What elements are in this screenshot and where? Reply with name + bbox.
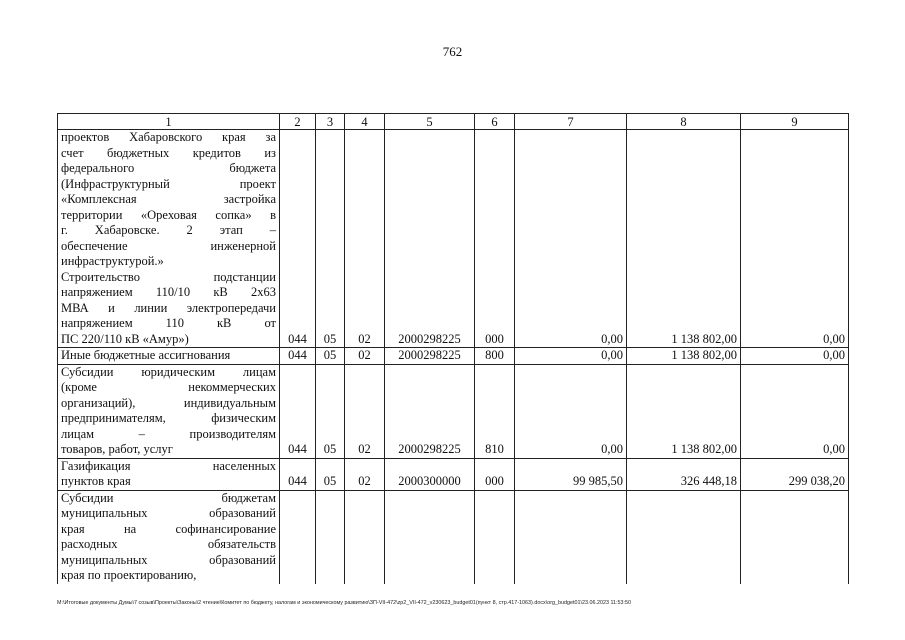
description-line: инфраструктурой.»	[61, 254, 164, 268]
cell-expense-type: 000	[475, 130, 515, 348]
cell-ministry-code: 044	[280, 348, 316, 365]
cell-description	[58, 130, 280, 348]
description-line: «Комплексная застройка	[61, 192, 276, 206]
description-line: Иные бюджетные ассигнования	[61, 348, 231, 362]
description-line: муниципальных образований	[61, 506, 276, 520]
cell-amount-year-2	[627, 490, 741, 584]
description-line: пунктов края	[61, 474, 131, 488]
description-line: муниципальных образований	[61, 552, 276, 567]
cell-ministry-code: 044	[280, 364, 316, 458]
header-row	[58, 114, 849, 130]
description-line: расходных обязательств	[61, 537, 276, 551]
description-line: Строительство подстанции	[61, 269, 276, 284]
budget-table	[57, 113, 849, 584]
cell-section: 05	[316, 458, 345, 490]
cell-amount-year-3: 0,00	[741, 348, 849, 365]
description-line: счет бюджетных кредитов из	[61, 145, 276, 160]
description-line: (Инфраструктурный проект	[61, 176, 276, 191]
cell-expense-type: 810	[475, 364, 515, 458]
cell-amount-year-2: 326 448,18	[627, 458, 741, 490]
cell-amount-year-1: 99 985,50	[515, 458, 627, 490]
column-header: 1	[58, 114, 280, 130]
cell-amount-year-3: 0,00	[741, 130, 849, 348]
cell-amount-year-3: 299 038,20	[741, 458, 849, 490]
cell-expense-type	[475, 490, 515, 584]
cell-amount-year-1: 0,00	[515, 348, 627, 365]
description-line: ПС 220/110 кВ «Амур»)	[61, 331, 189, 346]
cell-target-article	[385, 490, 475, 584]
description-line: территории «Ореховая сопка» в	[61, 207, 276, 222]
column-header: 5	[385, 114, 475, 130]
column-header: 6	[475, 114, 515, 130]
column-header: 3	[316, 114, 345, 130]
table-body	[58, 130, 849, 584]
description-line: проектов Хабаровского края за	[61, 130, 276, 144]
table-row	[58, 130, 849, 348]
cell-description	[58, 458, 280, 490]
cell-target-article: 2000298225	[385, 348, 475, 365]
cell-description	[58, 490, 280, 584]
cell-section: 05	[316, 130, 345, 348]
description-line: обеспечение инженерной	[61, 238, 276, 253]
description-line: товаров, работ, услуг	[61, 442, 173, 456]
cell-amount-year-2: 1 138 802,00	[627, 364, 741, 458]
cell-subsection: 02	[345, 364, 385, 458]
cell-amount-year-3	[741, 490, 849, 584]
cell-expense-type: 800	[475, 348, 515, 365]
description-line: предпринимателям, физическим	[61, 411, 276, 425]
cell-amount-year-2: 1 138 802,00	[627, 348, 741, 365]
cell-expense-type: 000	[475, 458, 515, 490]
description-line: г. Хабаровске. 2 этап –	[61, 223, 276, 237]
description-line: напряжением 110 кВ от	[61, 316, 276, 330]
description-line: Субсидии бюджетам	[61, 490, 276, 505]
cell-ministry-code: 044	[280, 130, 316, 348]
description-line: (кроме некоммерческих	[61, 380, 276, 394]
cell-section: 05	[316, 364, 345, 458]
cell-amount-year-3: 0,00	[741, 364, 849, 458]
description-line: организаций), индивидуальным	[61, 395, 276, 410]
description-line: МВА и линии электропередачи	[61, 300, 276, 315]
cell-amount-year-1: 0,00	[515, 364, 627, 458]
cell-section	[316, 490, 345, 584]
cell-subsection: 02	[345, 130, 385, 348]
cell-subsection	[345, 490, 385, 584]
description-line: федерального бюджета	[61, 161, 276, 175]
cell-target-article: 2000298225	[385, 364, 475, 458]
cell-amount-year-1	[515, 490, 627, 584]
cell-description	[58, 348, 280, 365]
description-line: Субсидии юридическим лицам	[61, 364, 276, 379]
table-row	[58, 490, 849, 584]
description-line: напряжением 110/10 кВ 2х63	[61, 285, 276, 299]
description-line: края по проектированию,	[61, 568, 197, 582]
cell-target-article: 2000300000	[385, 458, 475, 490]
column-header: 7	[515, 114, 627, 130]
column-header: 8	[627, 114, 741, 130]
table-row	[58, 364, 849, 458]
table-row	[58, 348, 849, 365]
cell-description	[58, 364, 280, 458]
column-header: 9	[741, 114, 849, 130]
column-header: 4	[345, 114, 385, 130]
description-line: края на софинансирование	[61, 521, 276, 536]
cell-ministry-code	[280, 490, 316, 584]
description-line: Газификация населенных	[61, 458, 276, 473]
page-number: 762	[442, 44, 463, 59]
table-row	[58, 458, 849, 490]
cell-subsection: 02	[345, 458, 385, 490]
cell-target-article: 2000298225	[385, 130, 475, 348]
file-path-footer: M:\Итоговые документы Думы\7 созыв\Проекты\Законы\2 чтение\Комитет по бюджету, налогам и экономическому развитию\ЗП-VII-472\zp2_VII-472_v230623_budget01(пункт 8, стр.417-1063).docx\org_budget01\23.06.2023 11:53:50	[57, 600, 632, 606]
cell-subsection: 02	[345, 348, 385, 365]
description-line: лицам – производителям	[61, 426, 276, 441]
column-header: 2	[280, 114, 316, 130]
cell-ministry-code: 044	[280, 458, 316, 490]
cell-section: 05	[316, 348, 345, 365]
cell-amount-year-1: 0,00	[515, 130, 627, 348]
cell-amount-year-2: 1 138 802,00	[627, 130, 741, 348]
